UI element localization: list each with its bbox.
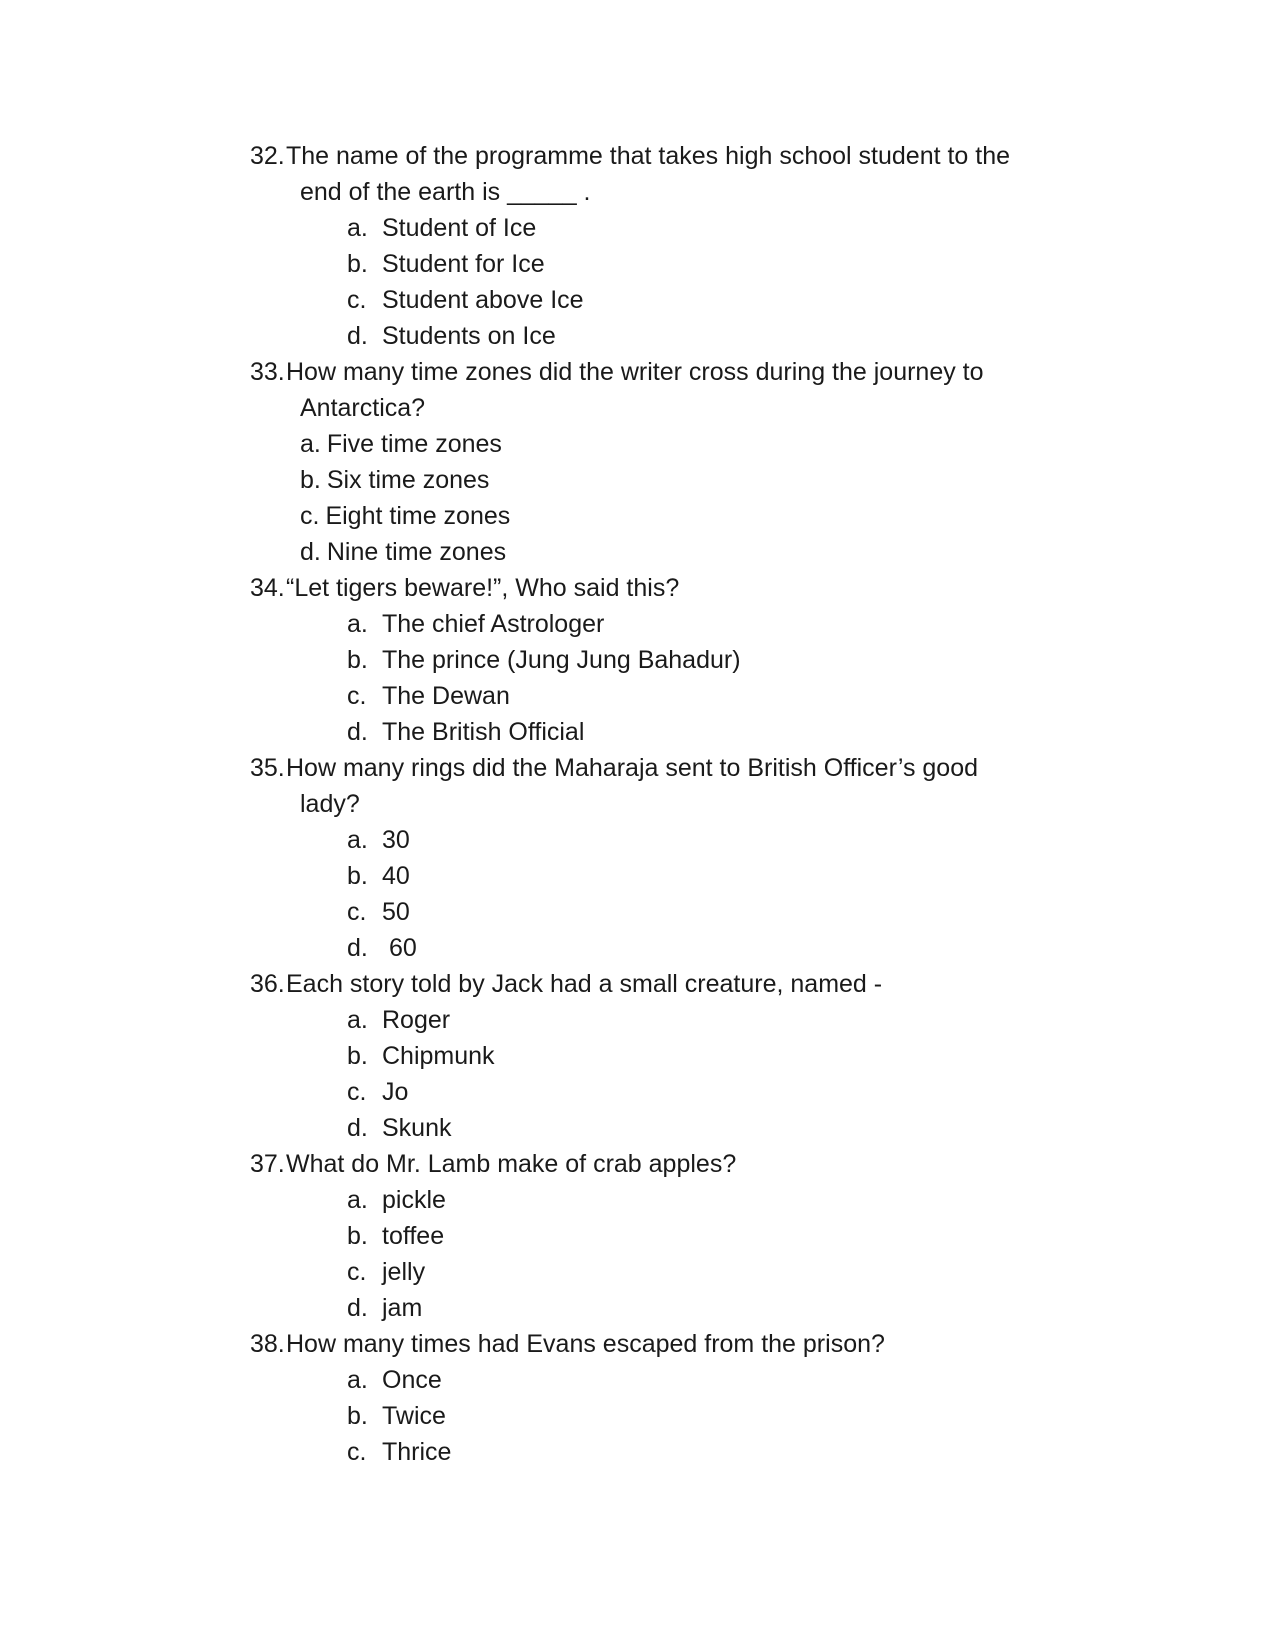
option-text: Students on Ice — [382, 322, 556, 350]
option-item — [250, 246, 1050, 282]
question-text — [250, 1146, 1050, 1182]
option-list — [250, 822, 1050, 966]
option-letter: b. — [347, 250, 368, 278]
question-line: Each story told by Jack had a small creature, named - — [286, 970, 883, 998]
option-item — [250, 1074, 1050, 1110]
option-text: Nine time zones — [326, 538, 507, 566]
option-letter: c. — [347, 898, 367, 926]
option-text: Roger — [382, 1006, 451, 1034]
option-letter: a. — [347, 214, 368, 242]
option-text: Student of Ice — [382, 214, 537, 242]
option-item — [250, 426, 1050, 462]
option-letter: d. — [347, 934, 368, 962]
option-text: Five time zones — [326, 430, 502, 458]
option-item — [250, 1182, 1050, 1218]
option-letter: b. — [347, 1222, 368, 1250]
option-text: The chief Astrologer — [382, 610, 605, 638]
option-text: Student above Ice — [382, 286, 584, 314]
option-item — [250, 1254, 1050, 1290]
option-letter: a. — [347, 1366, 368, 1394]
question-number: 33. — [250, 358, 285, 386]
question-line: What do Mr. Lamb make of crab apples? — [286, 1150, 737, 1178]
question-text — [250, 1326, 1050, 1362]
option-list — [250, 1182, 1050, 1326]
option-text: Six time zones — [326, 466, 490, 494]
option-text: 30 — [382, 826, 410, 854]
question-number: 34. — [250, 574, 285, 602]
option-letter: d. — [347, 322, 368, 350]
option-letter: d. — [300, 538, 321, 566]
option-letter: b. — [347, 862, 368, 890]
option-item — [250, 678, 1050, 714]
question-line: end of the earth is _____ . — [300, 178, 591, 206]
option-letter: b. — [347, 1042, 368, 1070]
question-item — [250, 750, 1050, 966]
question-line: How many rings did the Maharaja sent to British Officer’s good — [286, 754, 979, 782]
option-letter: c. — [347, 1438, 367, 1466]
option-letter: c. — [347, 682, 367, 710]
option-text: jelly — [382, 1258, 426, 1286]
option-list — [250, 1002, 1050, 1146]
option-item — [250, 858, 1050, 894]
question-number: 35. — [250, 754, 285, 782]
option-item — [250, 1218, 1050, 1254]
option-text: Thrice — [382, 1438, 452, 1466]
option-text: Twice — [382, 1402, 446, 1430]
option-text: Jo — [382, 1078, 409, 1106]
question-text — [250, 966, 1050, 1002]
question-text — [250, 570, 1050, 606]
option-text: Student for Ice — [382, 250, 545, 278]
option-letter: b. — [300, 466, 321, 494]
option-item — [250, 894, 1050, 930]
option-text: 60 — [382, 934, 417, 962]
question-item — [250, 138, 1050, 354]
option-letter: c. — [300, 502, 320, 530]
option-letter: a. — [347, 1006, 368, 1034]
option-item — [250, 1398, 1050, 1434]
question-line: Antarctica? — [300, 394, 426, 422]
option-letter: d. — [347, 1294, 368, 1322]
option-text: Chipmunk — [382, 1042, 495, 1070]
option-text: The prince (Jung Jung Bahadur) — [382, 646, 741, 674]
option-item — [250, 606, 1050, 642]
option-text: toffee — [382, 1222, 445, 1250]
question-line: “Let tigers beware!”, Who said this? — [286, 574, 680, 602]
option-item — [250, 642, 1050, 678]
question-text — [250, 354, 1050, 390]
option-item — [250, 1002, 1050, 1038]
option-item — [250, 282, 1050, 318]
option-item — [250, 1362, 1050, 1398]
option-item — [250, 1038, 1050, 1074]
option-list — [250, 210, 1050, 354]
question-item — [250, 570, 1050, 750]
option-item — [250, 498, 1050, 534]
option-letter: c. — [347, 1078, 367, 1106]
option-text: Skunk — [382, 1114, 452, 1142]
option-item — [250, 1290, 1050, 1326]
option-list — [250, 606, 1050, 750]
option-letter: d. — [347, 1114, 368, 1142]
option-item — [250, 462, 1050, 498]
option-letter: c. — [347, 1258, 367, 1286]
option-text: jam — [382, 1294, 423, 1322]
option-text: 50 — [382, 898, 410, 926]
option-letter: a. — [347, 1186, 368, 1214]
option-text: Once — [382, 1366, 442, 1394]
question-line: lady? — [300, 790, 360, 818]
option-text: 40 — [382, 862, 410, 890]
question-number: 37. — [250, 1150, 285, 1178]
option-letter: b. — [347, 1402, 368, 1430]
option-letter: b. — [347, 646, 368, 674]
question-item — [250, 354, 1050, 570]
question-line: The name of the programme that takes high school student to the — [286, 142, 1011, 170]
option-text: The British Official — [382, 718, 585, 746]
question-list — [250, 138, 1050, 1470]
option-list — [250, 1362, 1050, 1470]
option-letter: a. — [347, 610, 368, 638]
question-line: How many times had Evans escaped from the prison? — [286, 1330, 885, 1358]
question-text — [250, 138, 1050, 174]
question-line: How many time zones did the writer cross during the journey to — [286, 358, 984, 386]
option-letter: a. — [300, 430, 321, 458]
option-item — [250, 1434, 1050, 1470]
option-text: Eight time zones — [325, 502, 511, 530]
option-item — [250, 822, 1050, 858]
question-number: 32. — [250, 142, 285, 170]
option-letter: a. — [347, 826, 368, 854]
question-text — [250, 750, 1050, 786]
option-letter: c. — [347, 286, 367, 314]
option-item — [250, 534, 1050, 570]
option-item — [250, 930, 1050, 966]
question-item — [250, 1146, 1050, 1326]
question-item — [250, 1326, 1050, 1470]
option-text: pickle — [382, 1186, 446, 1214]
option-text: The Dewan — [382, 682, 510, 710]
option-letter: d. — [347, 718, 368, 746]
option-item — [250, 1110, 1050, 1146]
question-item — [250, 966, 1050, 1146]
question-number: 36. — [250, 970, 285, 998]
option-item — [250, 210, 1050, 246]
option-item — [250, 714, 1050, 750]
question-number: 38. — [250, 1330, 285, 1358]
option-item — [250, 318, 1050, 354]
option-list — [250, 426, 1050, 570]
